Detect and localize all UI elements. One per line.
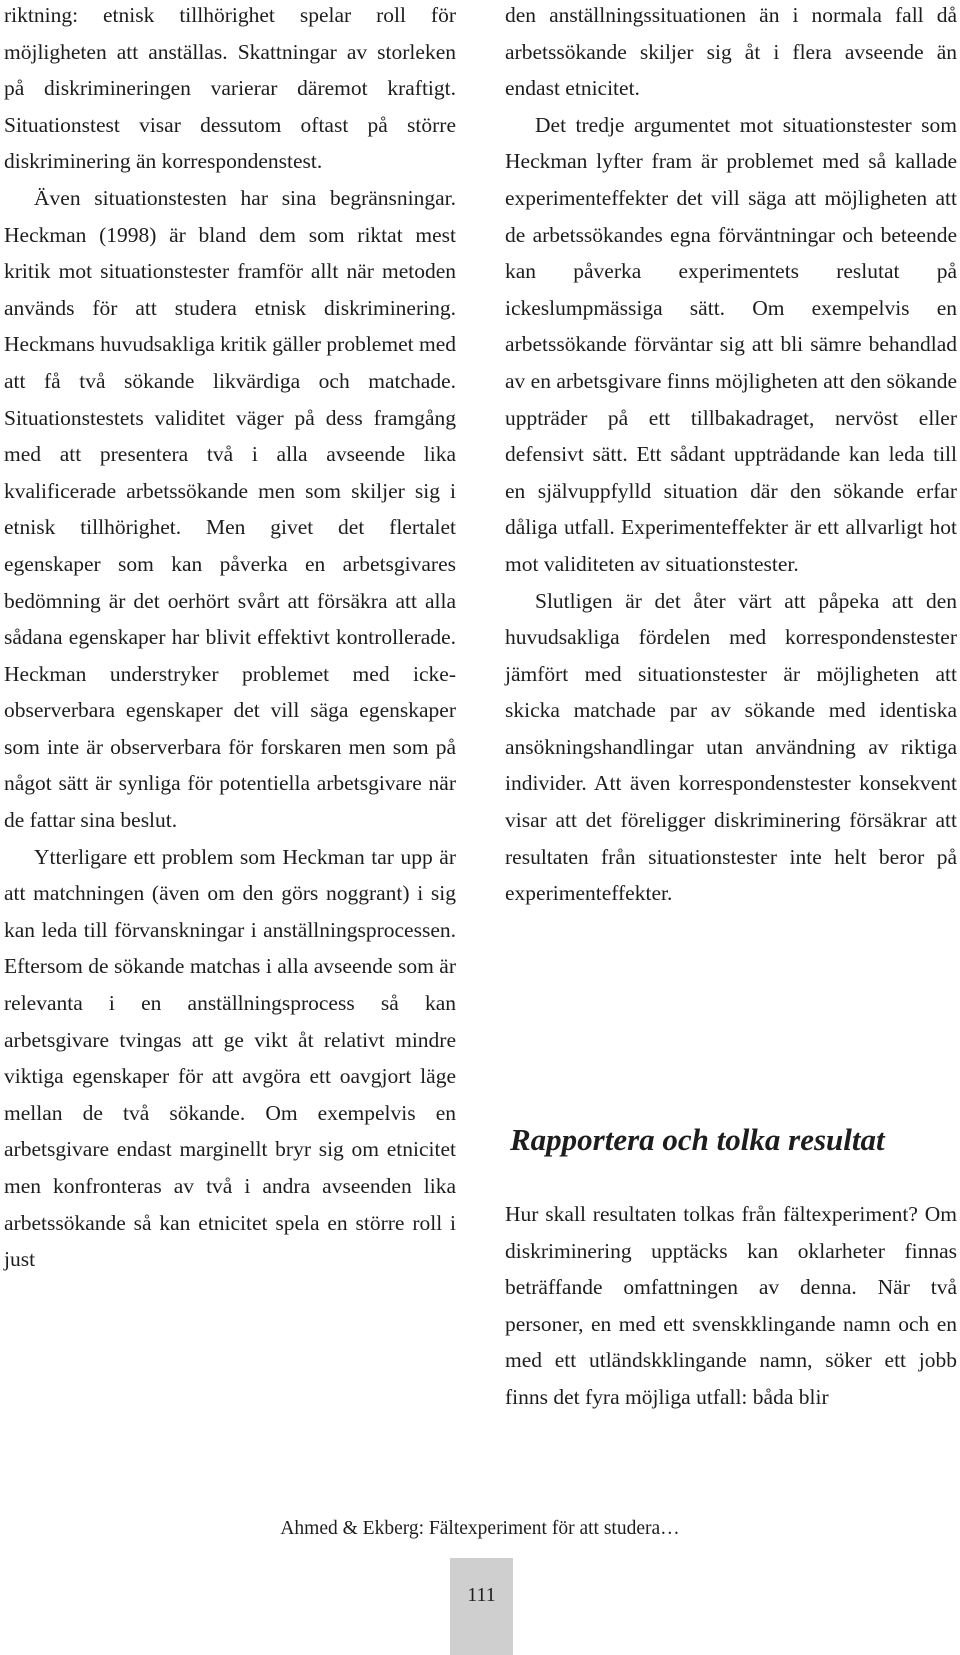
running-footer-title: Ahmed & Ekberg: Fältexperiment för att studera… bbox=[280, 1518, 680, 1539]
left-paragraph-2: Även situationstesten har sina begränsningar. Heckman (1998) är bland dem som riktat mest kritik mot situationstester framför allt när metoden används för att studera etnisk diskriminering. Heckmans huvudsakliga kritik gäller problemet med att få två sökande likvärdiga och matchade. Situationstestets validitet väger på dess framgång med att presentera två i alla avseende lika kvalificerade arbetssökande men som skiljer sig i etnisk tillhörighet. Men givet det flertalet egenskaper som kan påverka en arbetsgivares bedömning är det oerhört svårt att försäkra att alla sådana egenskaper har blivit effektivt kontrollerade. Heckman understryker problemet med icke-observerbara egenskaper det vill säga egenskaper som inte är observerbara för forskaren men som på något sätt är synliga för potentiella arbetsgivare när de fattar sina beslut. bbox=[4, 185, 456, 833]
page-number: 111 bbox=[467, 1584, 496, 1606]
right-paragraph-2: Det tredje argumentet mot situationstester som Heckman lyfter fram är problemet med så kallade experimenteffekter det vill säga att möjligheten att de arbetssökandes egna förväntningar och beteende kan påverka experimentets reslutat på ickeslumpmässiga sätt. Om exempelvis en arbetssökande förväntar sig att bli sämre behandlad av en arbetsgivare finns möjligheten att den sökande uppträder på ett tillbakadraget, nervöst eller defensivt sätt. Ett sådant uppträdande kan leda till en självuppfylld situation där den sökande erfar dåliga utfall. Experimenteffekter är ett allvarligt hot mot validiteten av situationstester. bbox=[505, 112, 957, 576]
section-text bbox=[505, 1196, 957, 1416]
right-paragraph-1: den anställningssituationen än i normala fall då arbetssökande skiljer sig åt i flera avseende än endast etnicitet. bbox=[505, 3, 957, 101]
left-paragraph-1: riktning: etnisk tillhörighet spelar roll för möjligheten att anställas. Skattningar av storleken på diskrimineringen varierar däremot kraftigt. Situationstest visar dessutom oftast på större diskriminering än korrespondenstest. bbox=[4, 3, 456, 174]
right-text-column bbox=[505, 0, 957, 912]
right-paragraph-3: Slutligen är det åter värt att påpeka att den huvudsakliga fördelen med korrespondenstester jämfört med situationstester är möjligheten att skicka matchade par av sökande med identiska ansökningshandlingar utan användning av riktiga individer. Att även korrespondenstester konsekvent visar att det föreligger diskriminering försäkrar att resultaten från situationstester inte helt beror på experimenteffekter. bbox=[505, 588, 957, 906]
page-number-box bbox=[450, 1558, 513, 1655]
left-text-column bbox=[4, 0, 456, 1278]
section-paragraph-1: Hur skall resultaten tolkas från fältexperiment? Om diskriminering upptäcks kan oklarheter finnas beträffande omfattningen av denna. När två personer, en med ett svenskklingande namn och en med ett utländskklingande namn, söker ett jobb finns det fyra möjliga utfall: båda blir bbox=[505, 1202, 957, 1409]
section-heading: Rapportera och tolka resultat bbox=[510, 1122, 885, 1157]
left-paragraph-3: Ytterligare ett problem som Heckman tar upp är att matchningen (även om den görs noggrant) i sig kan leda till förvanskningar i anställningsprocessen. Eftersom de sökande matchas i alla avseende som är relevanta i en anställningsprocess så kan arbetsgivare tvingas att ge vikt åt relativt mindre viktiga egenskaper för att avgöra ett oavgjort läge mellan de två sökande. Om exempelvis en arbetsgivare endast marginellt bryr sig om etnicitet men konfronteras av två i andra avseenden lika arbetssökande så kan etnicitet spela en större roll i just bbox=[4, 844, 456, 1272]
